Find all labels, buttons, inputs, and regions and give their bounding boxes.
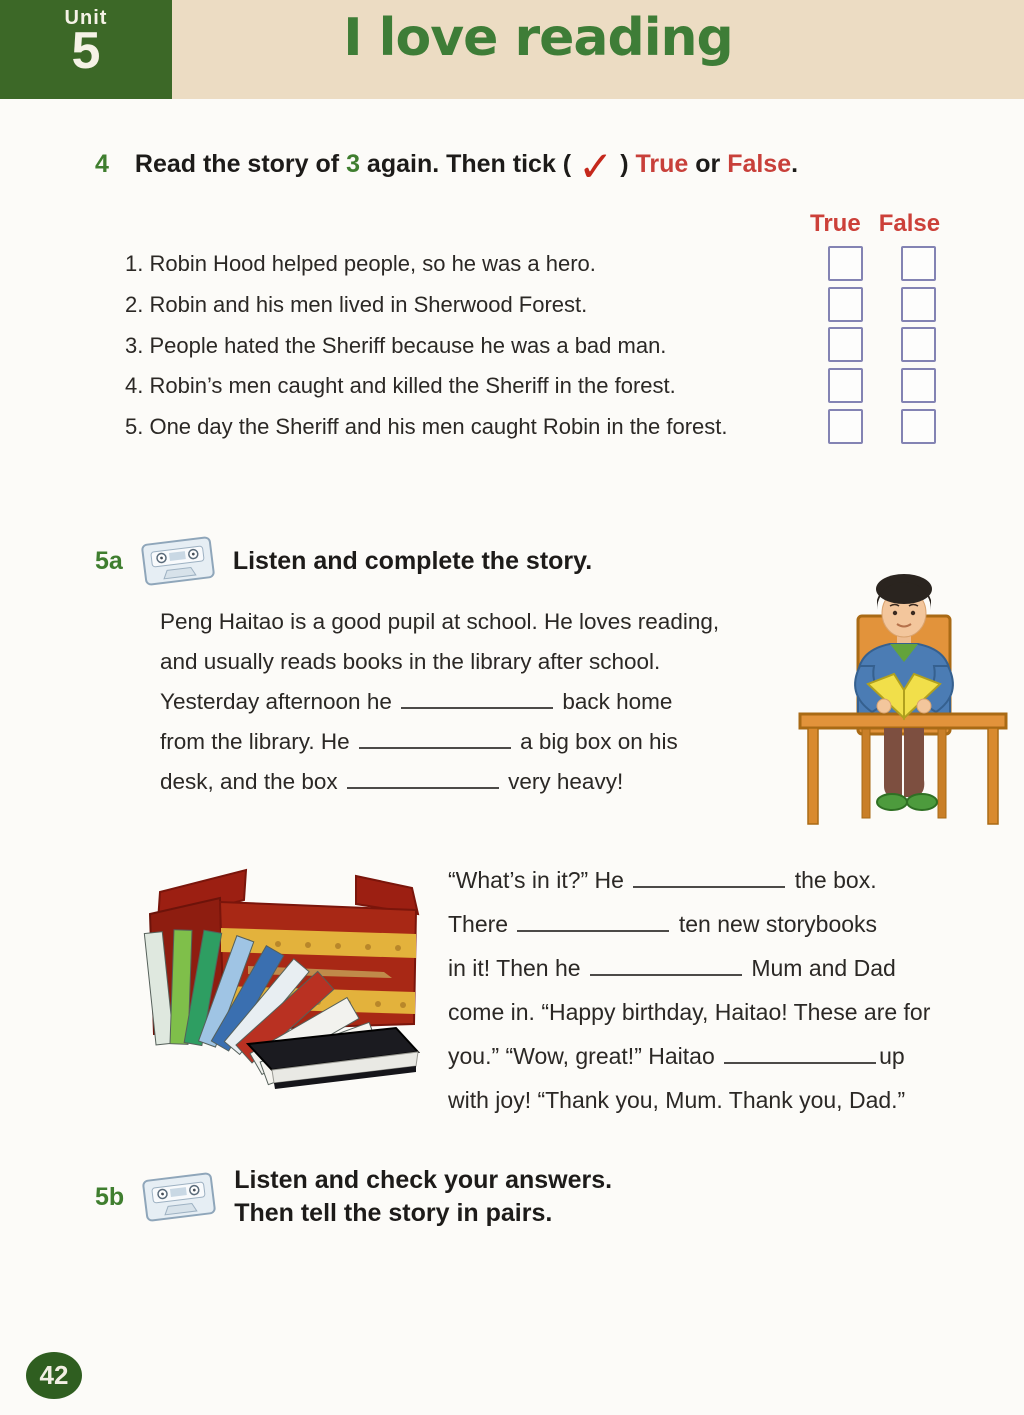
- unit-number: 5: [71, 22, 101, 80]
- unit-label: Unit: [64, 7, 108, 29]
- paragraph-line: Peng Haitao is a good pupil at school. He loves reading,: [160, 609, 720, 634]
- header-band: [0, 0, 1024, 99]
- true-column-label: True: [810, 210, 861, 237]
- cassette-icon: [139, 534, 217, 588]
- story-paragraph-2: [448, 858, 993, 1122]
- blank-field[interactable]: [590, 956, 742, 976]
- false-checkbox-3[interactable]: [901, 327, 936, 362]
- paragraph-line: and usually reads books in the library after school.: [160, 649, 661, 674]
- instruction-segment: .: [791, 150, 799, 178]
- instruction-segment: 3: [346, 150, 360, 178]
- paragraph-line: desk, and the box very heavy!: [160, 769, 624, 794]
- statement-row-1: [125, 244, 955, 285]
- false-checkbox-1[interactable]: [901, 246, 936, 281]
- paragraph-line: you.” “Wow, great!” Haitao up: [448, 1043, 905, 1069]
- blank-field[interactable]: [401, 689, 553, 709]
- blank-field[interactable]: [347, 769, 499, 789]
- statement-text: 3. People hated the Sheriff because he was a bad man.: [125, 332, 667, 358]
- blank-field[interactable]: [633, 868, 785, 888]
- false-checkbox-2[interactable]: [901, 287, 936, 322]
- instruction-segment: again. Then tick (: [359, 150, 579, 178]
- statement-text: 1. Robin Hood helped people, so he was a hero.: [125, 251, 596, 277]
- statement-row-2: [125, 285, 955, 326]
- storybook-box-illustration: [98, 852, 440, 1110]
- section-4-number: 4: [95, 150, 109, 178]
- true-checkbox-3[interactable]: [828, 327, 863, 362]
- section-4-instruction: [134, 142, 799, 191]
- statement-text: 4. Robin’s men caught and killed the Sheriff in the forest.: [125, 373, 676, 399]
- statement-row-4: [125, 366, 955, 407]
- instruction-segment: False: [727, 150, 792, 178]
- statement-row-3: [125, 325, 955, 366]
- section-5b-title-line-1: Listen and check your answers.: [234, 1166, 613, 1194]
- page-number: 42: [39, 1360, 69, 1390]
- instruction-segment: Read the story of: [134, 150, 347, 178]
- section-5b-title: [234, 1164, 612, 1230]
- paragraph-line: with joy! “Thank you, Mum. Thank you, Dad.”: [448, 1087, 906, 1113]
- statement-text: 5. One day the Sheriff and his men caught Robin in the forest.: [125, 414, 728, 440]
- unit-badge: [0, 0, 172, 99]
- true-false-header: [810, 210, 940, 238]
- instruction-segment: or: [688, 150, 728, 178]
- instruction-segment: True: [635, 150, 689, 178]
- cassette-icon: [140, 1170, 218, 1224]
- section-4-heading: [95, 142, 799, 191]
- statement-row-5: [125, 407, 955, 448]
- paragraph-line: in it! Then he Mum and Dad: [448, 955, 896, 981]
- true-checkbox-1[interactable]: [828, 246, 863, 281]
- boy-reading-illustration: [798, 566, 1010, 838]
- instruction-segment: ): [613, 150, 636, 178]
- section-5a-number: 5a: [95, 546, 123, 575]
- section-5b-title-line-2: Then tell the story in pairs.: [234, 1199, 553, 1227]
- tick-mark: ✓: [578, 142, 614, 191]
- section-5b-number: 5b: [95, 1182, 125, 1211]
- paragraph-line: come in. “Happy birthday, Haitao! These are for: [448, 999, 931, 1025]
- page-number-badge: [26, 1352, 82, 1399]
- paragraph-line: Yesterday afternoon he back home: [160, 689, 673, 714]
- story-paragraph-1: [160, 602, 800, 802]
- paragraph-line: from the library. He a big box on his: [160, 729, 678, 754]
- statement-text: 2. Robin and his men lived in Sherwood Forest.: [125, 292, 588, 318]
- false-checkbox-5[interactable]: [901, 409, 936, 444]
- paragraph-line: There ten new storybooks: [448, 911, 878, 937]
- false-column-label: False: [878, 210, 941, 237]
- section-5a-heading: [95, 534, 592, 588]
- statements-list: [125, 244, 955, 447]
- blank-field[interactable]: [724, 1044, 876, 1064]
- paragraph-line: “What’s in it?” He the box.: [448, 867, 877, 893]
- false-checkbox-4[interactable]: [901, 368, 936, 403]
- page-title: I love reading: [343, 8, 733, 68]
- blank-field[interactable]: [359, 729, 511, 749]
- section-5b-heading: [95, 1164, 612, 1230]
- true-checkbox-2[interactable]: [828, 287, 863, 322]
- true-checkbox-5[interactable]: [828, 409, 863, 444]
- blank-field[interactable]: [517, 912, 669, 932]
- section-5a-title: Listen and complete the story.: [232, 546, 593, 575]
- true-checkbox-4[interactable]: [828, 368, 863, 403]
